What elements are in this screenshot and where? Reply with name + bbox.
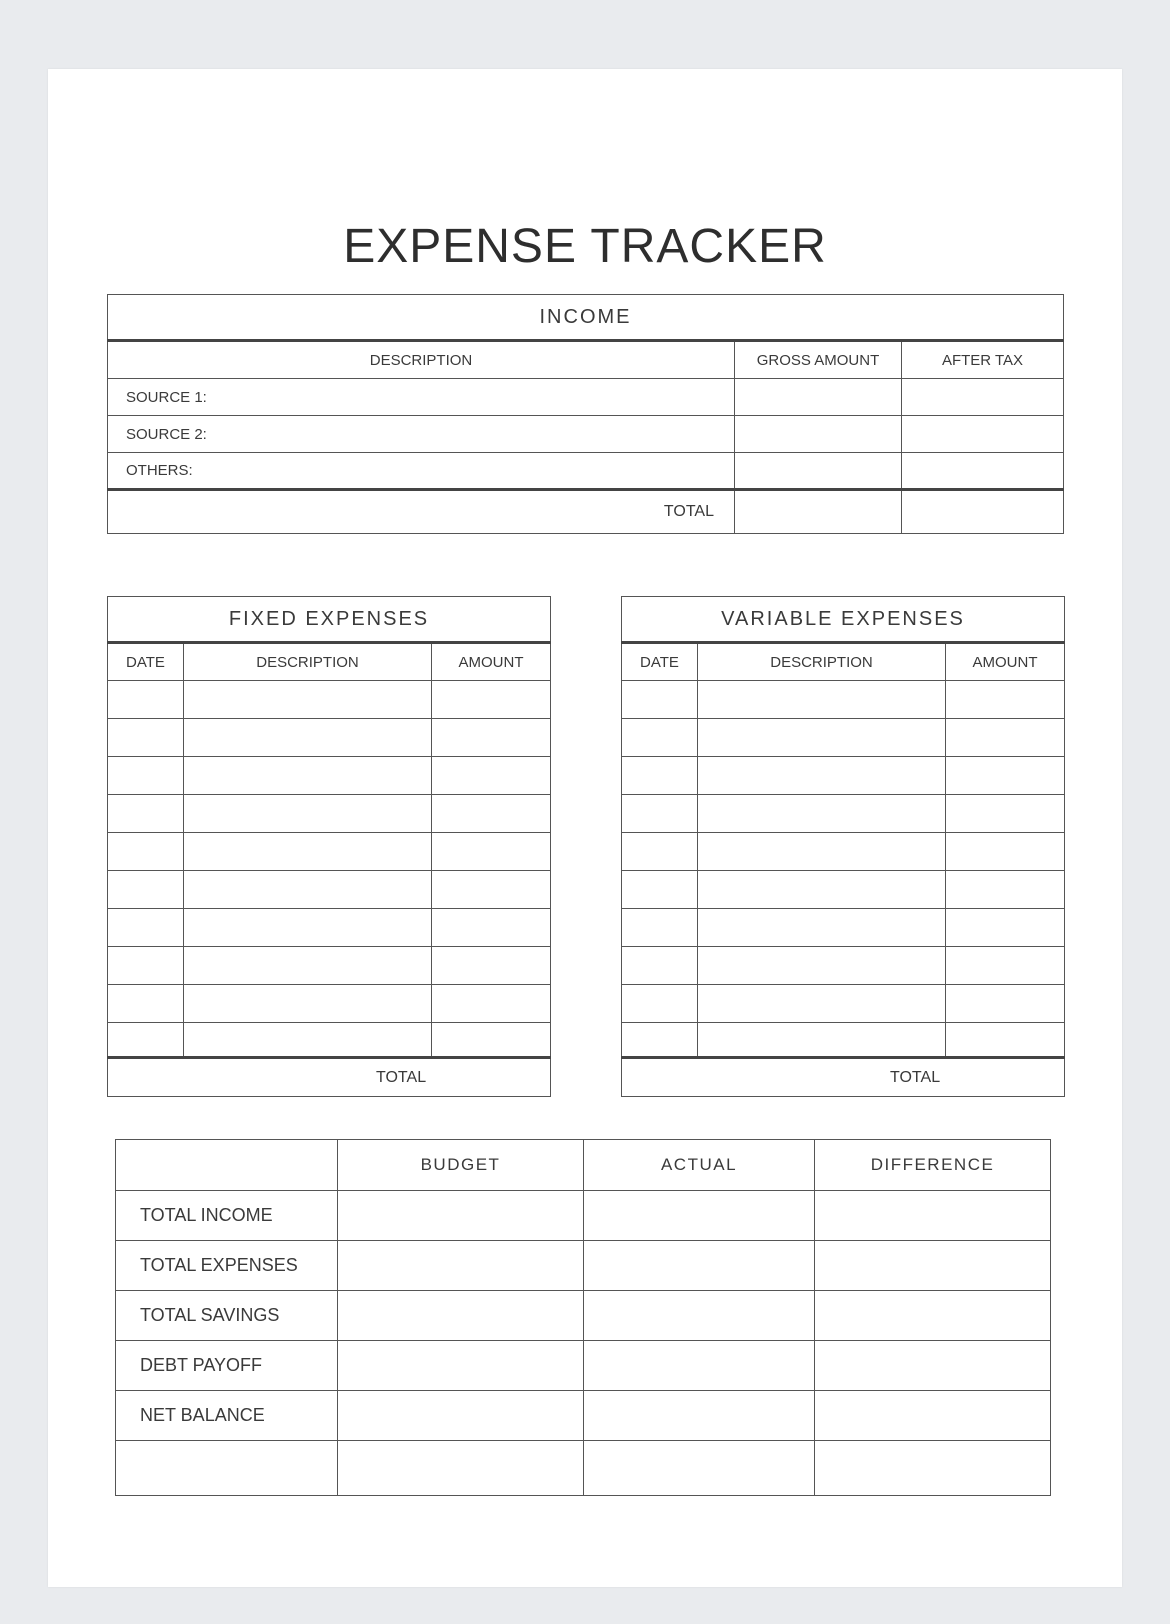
fixed-expense-row [108,757,551,795]
variable-expense-amount-cell[interactable] [946,985,1065,1023]
fixed-expense-description-cell[interactable] [184,833,432,871]
fixed-expense-row [108,681,551,719]
variable-col-date: DATE [622,643,698,681]
variable-expense-description-cell[interactable] [698,757,946,795]
fixed-col-amount: AMOUNT [432,643,551,681]
income-col-after-tax: AFTER TAX [902,341,1064,379]
summary-row-label: TOTAL SAVINGS [116,1291,338,1341]
summary-actual-cell[interactable] [584,1441,815,1496]
variable-expense-description-cell[interactable] [698,947,946,985]
fixed-expense-row [108,795,551,833]
variable-expense-amount-cell[interactable] [946,833,1065,871]
fixed-expense-amount-cell[interactable] [432,947,551,985]
summary-difference-cell[interactable] [815,1441,1051,1496]
income-total-gross-cell[interactable] [735,490,902,534]
summary-budget-cell[interactable] [338,1341,584,1391]
summary-difference-cell[interactable] [815,1241,1051,1291]
summary-row-label: TOTAL INCOME [116,1191,338,1241]
summary-row-label [116,1441,338,1496]
summary-row-label: DEBT PAYOFF [116,1341,338,1391]
variable-expenses-table [621,596,1065,1097]
fixed-expense-amount-cell[interactable] [432,719,551,757]
summary-budget-cell[interactable] [338,1391,584,1441]
fixed-expense-row [108,985,551,1023]
income-gross-cell[interactable] [735,416,902,453]
income-after-tax-cell[interactable] [902,453,1064,490]
summary-col-budget: BUDGET [338,1140,584,1191]
summary-actual-cell[interactable] [584,1241,815,1291]
summary-row [116,1241,1051,1291]
summary-actual-cell[interactable] [584,1291,815,1341]
income-after-tax-cell[interactable] [902,416,1064,453]
summary-budget-cell[interactable] [338,1191,584,1241]
income-gross-cell[interactable] [735,453,902,490]
variable-expense-rows [622,681,1065,1058]
fixed-expense-date-cell[interactable] [108,795,184,833]
summary-actual-cell[interactable] [584,1191,815,1241]
variable-expense-date-cell[interactable] [622,795,698,833]
income-total-label: TOTAL [108,490,735,534]
variable-expense-description-cell[interactable] [698,681,946,719]
income-after-tax-cell[interactable] [902,379,1064,416]
variable-col-amount: AMOUNT [946,643,1065,681]
variable-expense-date-cell[interactable] [622,1023,698,1058]
variable-expense-row [622,833,1065,871]
summary-difference-cell[interactable] [815,1391,1051,1441]
variable-expense-date-cell[interactable] [622,985,698,1023]
fixed-expense-amount-cell[interactable] [432,757,551,795]
income-table [107,294,1064,534]
variable-expense-description-cell[interactable] [698,719,946,757]
fixed-expense-date-cell[interactable] [108,719,184,757]
fixed-expense-date-cell[interactable] [108,871,184,909]
income-col-gross-amount: GROSS AMOUNT [735,341,902,379]
fixed-col-description: DESCRIPTION [184,643,432,681]
fixed-expense-rows [108,681,551,1058]
fixed-expense-amount-cell[interactable] [432,795,551,833]
summary-rows [116,1191,1051,1496]
fixed-expense-row [108,719,551,757]
variable-expense-row [622,719,1065,757]
summary-row-label: TOTAL EXPENSES [116,1241,338,1291]
variable-expense-row [622,757,1065,795]
fixed-expense-description-cell[interactable] [184,795,432,833]
summary-actual-cell[interactable] [584,1391,815,1441]
income-gross-cell[interactable] [735,379,902,416]
summary-col-actual: ACTUAL [584,1140,815,1191]
summary-actual-cell[interactable] [584,1341,815,1391]
variable-expense-row [622,947,1065,985]
variable-expense-description-cell[interactable] [698,985,946,1023]
fixed-expense-description-cell[interactable] [184,909,432,947]
summary-row [116,1291,1051,1341]
variable-expense-date-cell[interactable] [622,757,698,795]
variable-expense-date-cell[interactable] [622,871,698,909]
fixed-expenses-heading: FIXED EXPENSES [108,597,551,643]
fixed-expense-description-cell[interactable] [184,947,432,985]
summary-corner-cell [116,1140,338,1191]
summary-difference-cell[interactable] [815,1191,1051,1241]
income-total-after-tax-cell[interactable] [902,490,1064,534]
fixed-total-label: TOTAL [376,1068,427,1086]
income-heading: INCOME [108,295,1064,341]
fixed-expense-description-cell[interactable] [184,871,432,909]
variable-expenses-heading: VARIABLE EXPENSES [622,597,1065,643]
variable-expense-date-cell[interactable] [622,909,698,947]
variable-total-label: TOTAL [890,1068,941,1086]
fixed-expense-date-cell[interactable] [108,947,184,985]
variable-expense-row [622,985,1065,1023]
fixed-expense-row [108,1023,551,1058]
income-row-label: SOURCE 1: [108,379,735,416]
variable-expense-date-cell[interactable] [622,833,698,871]
fixed-expense-amount-cell[interactable] [432,833,551,871]
fixed-expense-row [108,833,551,871]
income-row-label: SOURCE 2: [108,416,735,453]
variable-expense-amount-cell[interactable] [946,871,1065,909]
variable-expense-description-cell[interactable] [698,871,946,909]
variable-expense-row [622,681,1065,719]
fixed-expense-description-cell[interactable] [184,1023,432,1058]
fixed-expense-date-cell[interactable] [108,757,184,795]
variable-expense-description-cell[interactable] [698,833,946,871]
variable-expense-row [622,1023,1065,1058]
summary-row [116,1391,1051,1441]
fixed-expense-date-cell[interactable] [108,833,184,871]
variable-expense-description-cell[interactable] [698,795,946,833]
variable-expense-row [622,795,1065,833]
variable-expense-amount-cell[interactable] [946,1023,1065,1058]
variable-expense-row [622,909,1065,947]
fixed-expense-row [108,909,551,947]
variable-expense-description-cell[interactable] [698,1023,946,1058]
fixed-expense-description-cell[interactable] [184,985,432,1023]
fixed-expense-description-cell[interactable] [184,757,432,795]
summary-difference-cell[interactable] [815,1291,1051,1341]
summary-row [116,1341,1051,1391]
summary-table [115,1139,1051,1496]
summary-row-label: NET BALANCE [116,1391,338,1441]
summary-budget-cell[interactable] [338,1291,584,1341]
fixed-expense-date-cell[interactable] [108,909,184,947]
summary-budget-cell[interactable] [338,1441,584,1496]
variable-expense-amount-cell[interactable] [946,947,1065,985]
fixed-expense-description-cell[interactable] [184,719,432,757]
fixed-expense-row [108,871,551,909]
variable-expense-date-cell[interactable] [622,719,698,757]
fixed-expenses-table [107,596,551,1097]
variable-expense-row [622,871,1065,909]
variable-total-cell [622,1058,1065,1097]
variable-expense-description-cell[interactable] [698,909,946,947]
fixed-expense-row [108,947,551,985]
variable-expense-date-cell[interactable] [622,947,698,985]
fixed-expense-amount-cell[interactable] [432,909,551,947]
variable-expense-amount-cell[interactable] [946,681,1065,719]
variable-expense-amount-cell[interactable] [946,757,1065,795]
fixed-col-date: DATE [108,643,184,681]
fixed-expense-amount-cell[interactable] [432,985,551,1023]
fixed-expense-date-cell[interactable] [108,1023,184,1058]
variable-expense-date-cell[interactable] [622,681,698,719]
summary-col-difference: DIFFERENCE [815,1140,1051,1191]
income-row-label: OTHERS: [108,453,735,490]
fixed-expense-description-cell[interactable] [184,681,432,719]
fixed-total-cell [108,1058,551,1097]
summary-row [116,1441,1051,1496]
income-col-description: DESCRIPTION [108,341,735,379]
fixed-expense-amount-cell[interactable] [432,681,551,719]
variable-col-description: DESCRIPTION [698,643,946,681]
fixed-expense-amount-cell[interactable] [432,1023,551,1058]
summary-budget-cell[interactable] [338,1241,584,1291]
page-title: EXPENSE TRACKER [343,220,827,273]
variable-expense-amount-cell[interactable] [946,795,1065,833]
fixed-expense-amount-cell[interactable] [432,871,551,909]
variable-expense-amount-cell[interactable] [946,909,1065,947]
summary-difference-cell[interactable] [815,1341,1051,1391]
fixed-expense-date-cell[interactable] [108,985,184,1023]
summary-row [116,1191,1051,1241]
variable-expense-amount-cell[interactable] [946,719,1065,757]
fixed-expense-date-cell[interactable] [108,681,184,719]
